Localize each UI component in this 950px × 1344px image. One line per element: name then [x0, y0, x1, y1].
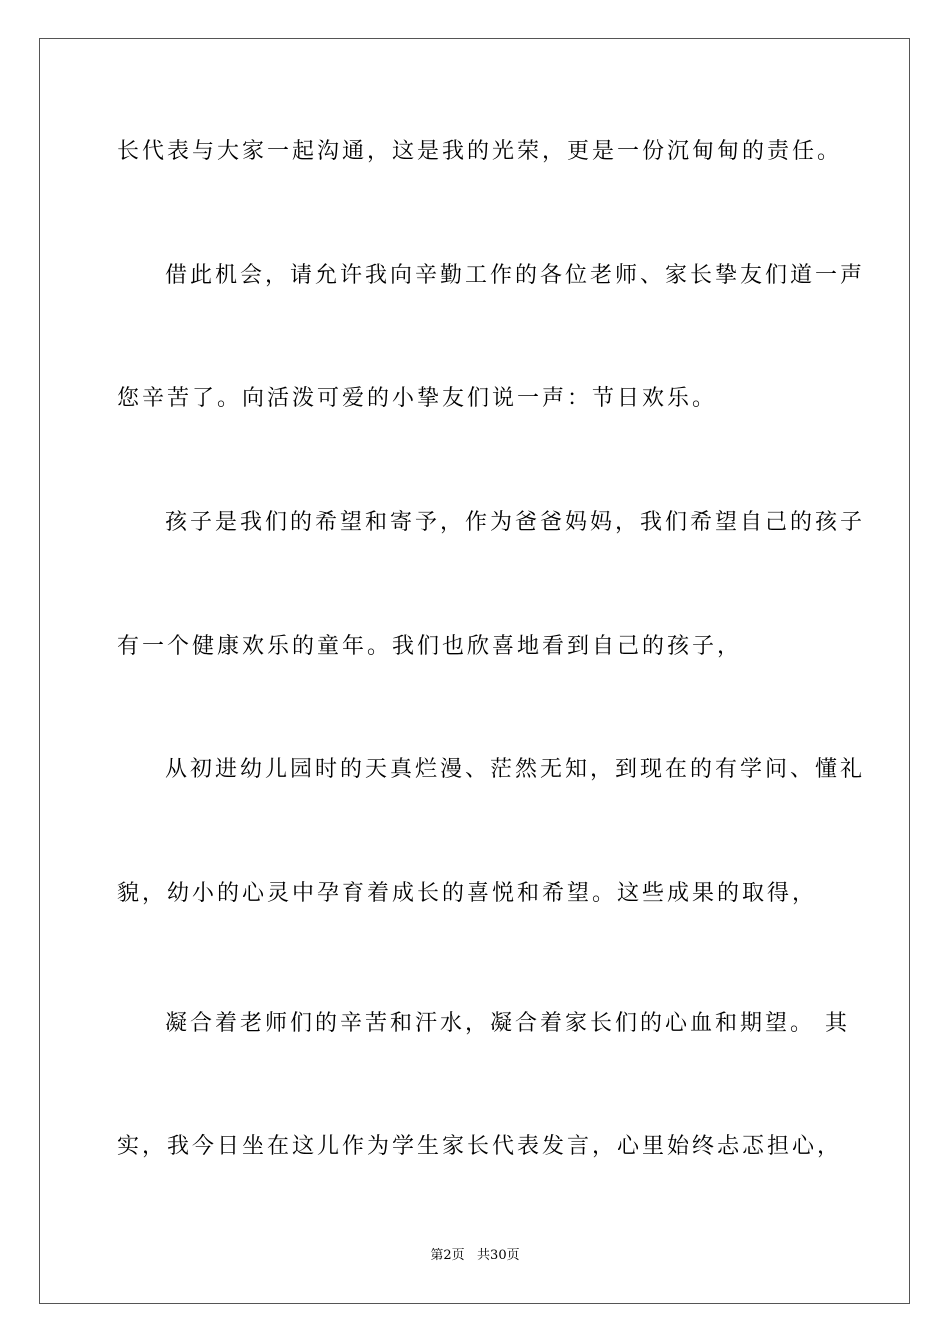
paragraph-line-6: 从初进幼儿园时的天真烂漫、茫然无知，到现在的有学问、懂礼: [165, 757, 866, 782]
page-border: [39, 38, 910, 1304]
page-number-footer: 第2页 共30页: [430, 1248, 520, 1263]
paragraph-line-7: 貌，幼小的心灵中孕育着成长的喜悦和希望。这些成果的取得，: [117, 881, 818, 906]
paragraph-line-1: 长代表与大家一起沟通，这是我的光荣，更是一份沉甸甸的责任。: [117, 139, 843, 164]
paragraph-line-3: 您辛苦了。向活泼可爱的小挚友们说一声：节日欢乐。: [117, 386, 718, 411]
paragraph-line-5: 有一个健康欢乐的童年。我们也欣喜地看到自己的孩子，: [117, 634, 743, 659]
paragraph-line-9: 实，我今日坐在这儿作为学生家长代表发言，心里始终忐忑担心，: [117, 1134, 843, 1159]
paragraph-line-4: 孩子是我们的希望和寄予，作为爸爸妈妈，我们希望自己的孩子: [165, 510, 866, 535]
paragraph-line-8: 凝合着老师们的辛苦和汗水，凝合着家长们的心血和期望。 其: [165, 1011, 850, 1036]
paragraph-line-2: 借此机会，请允许我向辛勤工作的各位老师、家长挚友们道一声: [165, 263, 866, 288]
